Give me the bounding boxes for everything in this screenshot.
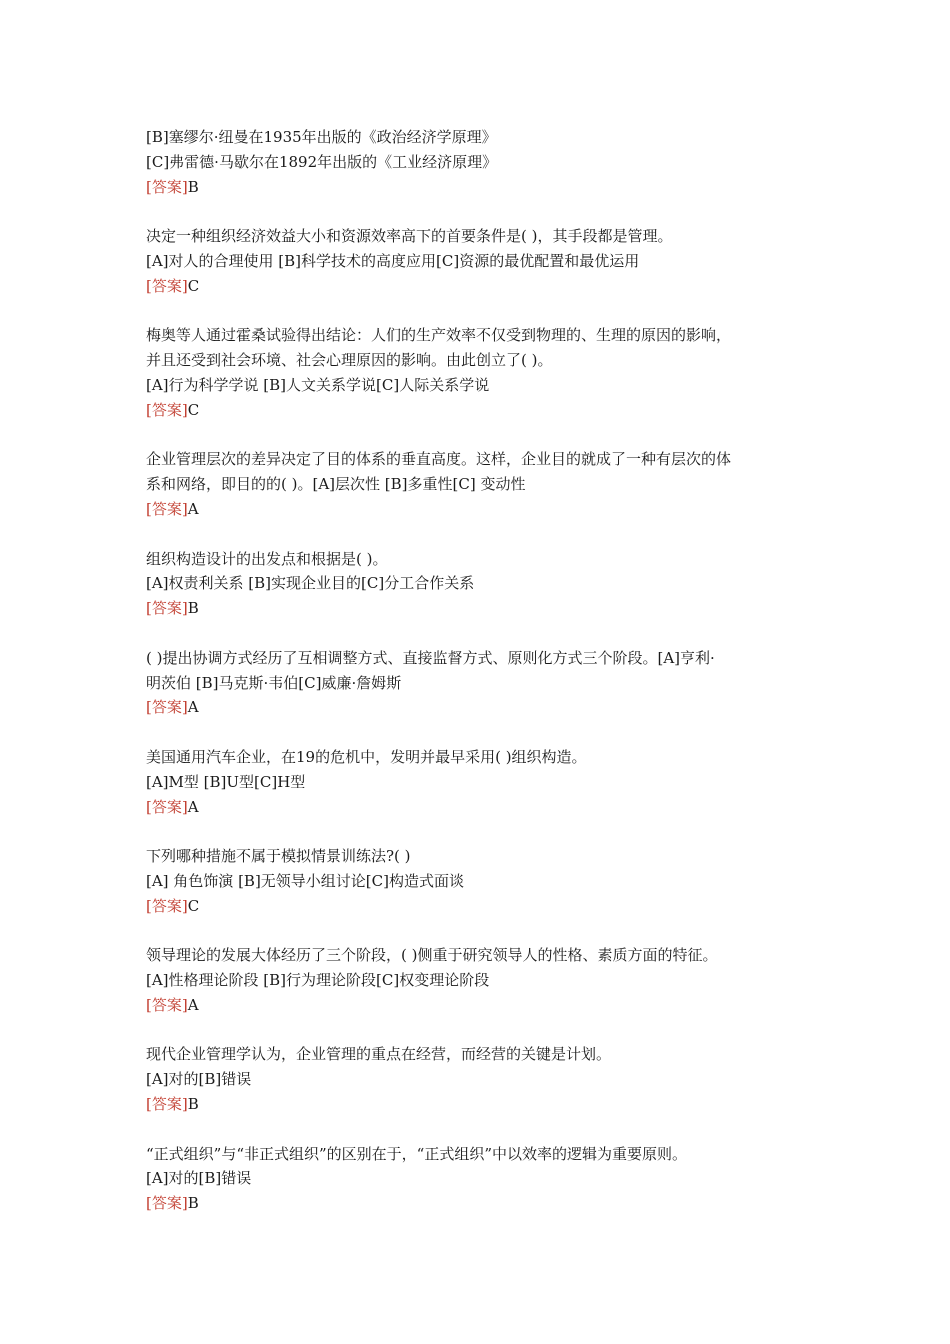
answer-line [146, 894, 816, 919]
answer-tag: [答案] [146, 1194, 188, 1213]
answer-tag: [答案] [146, 995, 188, 1014]
question-block [146, 844, 816, 918]
question-line: [C]弗雷德·马歇尔在1892年出版的《工业经济原理》 [146, 152, 498, 171]
answer-value: A [187, 797, 199, 816]
question-line: 并且还受到社会环境、社会心理原因的影响。由此创立了( )。 [146, 351, 553, 370]
question-line: [A]对的[B]错误 [146, 1070, 252, 1089]
question-text: 组织构造设计的出发点和根据是( )。 [146, 549, 388, 568]
question-line: [A]性格理论阶段 [B]行为理论阶段[C]权变理论阶段 [146, 971, 490, 990]
question-block [146, 547, 816, 621]
question-line: [A] 角色饰演 [B]无领导小组讨论[C]构造式面谈 [146, 871, 464, 890]
question-line: 明茨伯 [B]马克斯·韦伯[C]威廉·詹姆斯 [146, 673, 402, 692]
answer-line [146, 596, 816, 621]
question-line: [A]对人的合理使用 [B]科学技术的高度应用[C]资源的最优配置和最优运用 [146, 251, 640, 270]
answer-value: C [187, 276, 200, 295]
answer-line [146, 695, 816, 720]
question-text: 决定一种组织经济效益大小和资源效率高下的首要条件是( )，其手段都是管理。 [146, 227, 673, 246]
answer-line [146, 274, 816, 299]
question-line: [A]权责利关系 [B]实现企业目的[C]分工合作关系 [146, 574, 475, 593]
answer-tag: [答案] [146, 400, 188, 419]
answer-line [146, 175, 816, 200]
answer-value: B [187, 1095, 199, 1114]
question-text: 现代企业管理学认为，企业管理的重点在经营，而经营的关键是计划。 [146, 1045, 612, 1064]
answer-value: A [187, 995, 199, 1014]
answer-tag: [答案] [146, 499, 188, 518]
question-line: [A]M型 [B]U型[C]H型 [146, 772, 306, 791]
answer-value: A [187, 698, 199, 717]
answer-tag: [答案] [146, 1095, 188, 1114]
question-text: 领导理论的发展大体经历了三个阶段，( )侧重于研究领导人的性格、素质方面的特征。 [146, 946, 718, 965]
question-block [146, 224, 816, 298]
answer-value: B [187, 177, 199, 196]
question-text: ( )提出协调方式经历了互相调整方式、直接监督方式、原则化方式三个阶段。[A]亨利· [146, 648, 715, 667]
question-block [146, 1142, 816, 1216]
question-block [146, 943, 816, 1017]
question-block [146, 745, 816, 819]
question-text: 美国通用汽车企业，在19的危机中，发明并最早采用( )组织构造。 [146, 747, 587, 766]
question-text: 下列哪种措施不属于模拟情景训练法?( ) [146, 847, 411, 866]
answer-tag: [答案] [146, 599, 188, 618]
question-text: 梅奥等人通过霍桑试验得出结论：人们的生产效率不仅受到物理的、生理的原因的影响， [146, 326, 732, 345]
question-block [146, 447, 816, 521]
question-block [146, 323, 816, 422]
question-block [146, 1042, 816, 1116]
answer-value: C [187, 896, 200, 915]
question-text: [B]塞缪尔·纽曼在1935年出版的《政治经济学原理》 [146, 128, 497, 146]
answer-tag: [答案] [146, 698, 188, 717]
answer-value: B [187, 1194, 199, 1213]
document-page [146, 125, 816, 1216]
question-line: [A]对的[B]错误 [146, 1169, 252, 1188]
answer-line [146, 398, 816, 423]
answer-value: A [187, 499, 199, 518]
answer-line [146, 1191, 816, 1216]
answer-line [146, 795, 816, 820]
question-line: 系和网络，即目的的( )。[A]层次性 [B]多重性[C] 变动性 [146, 475, 526, 494]
answer-tag: [答案] [146, 797, 188, 816]
question-block [146, 646, 816, 720]
question-block [146, 125, 816, 199]
answer-tag: [答案] [146, 896, 188, 915]
answer-line [146, 1092, 816, 1117]
question-text: 企业管理层次的差异决定了目的体系的垂直高度。这样，企业目的就成了一种有层次的体 [146, 450, 732, 469]
answer-value: B [187, 599, 199, 618]
answer-line [146, 993, 816, 1018]
answer-value: C [187, 400, 200, 419]
answer-tag: [答案] [146, 276, 188, 295]
question-text: “正式组织”与“非正式组织”的区别在于，“正式组织”中以效率的逻辑为重要原则。 [146, 1144, 688, 1163]
answer-line [146, 497, 816, 522]
question-line: [A]行为科学学说 [B]人文关系学说[C]人际关系学说 [146, 375, 490, 394]
answer-tag: [答案] [146, 177, 188, 196]
